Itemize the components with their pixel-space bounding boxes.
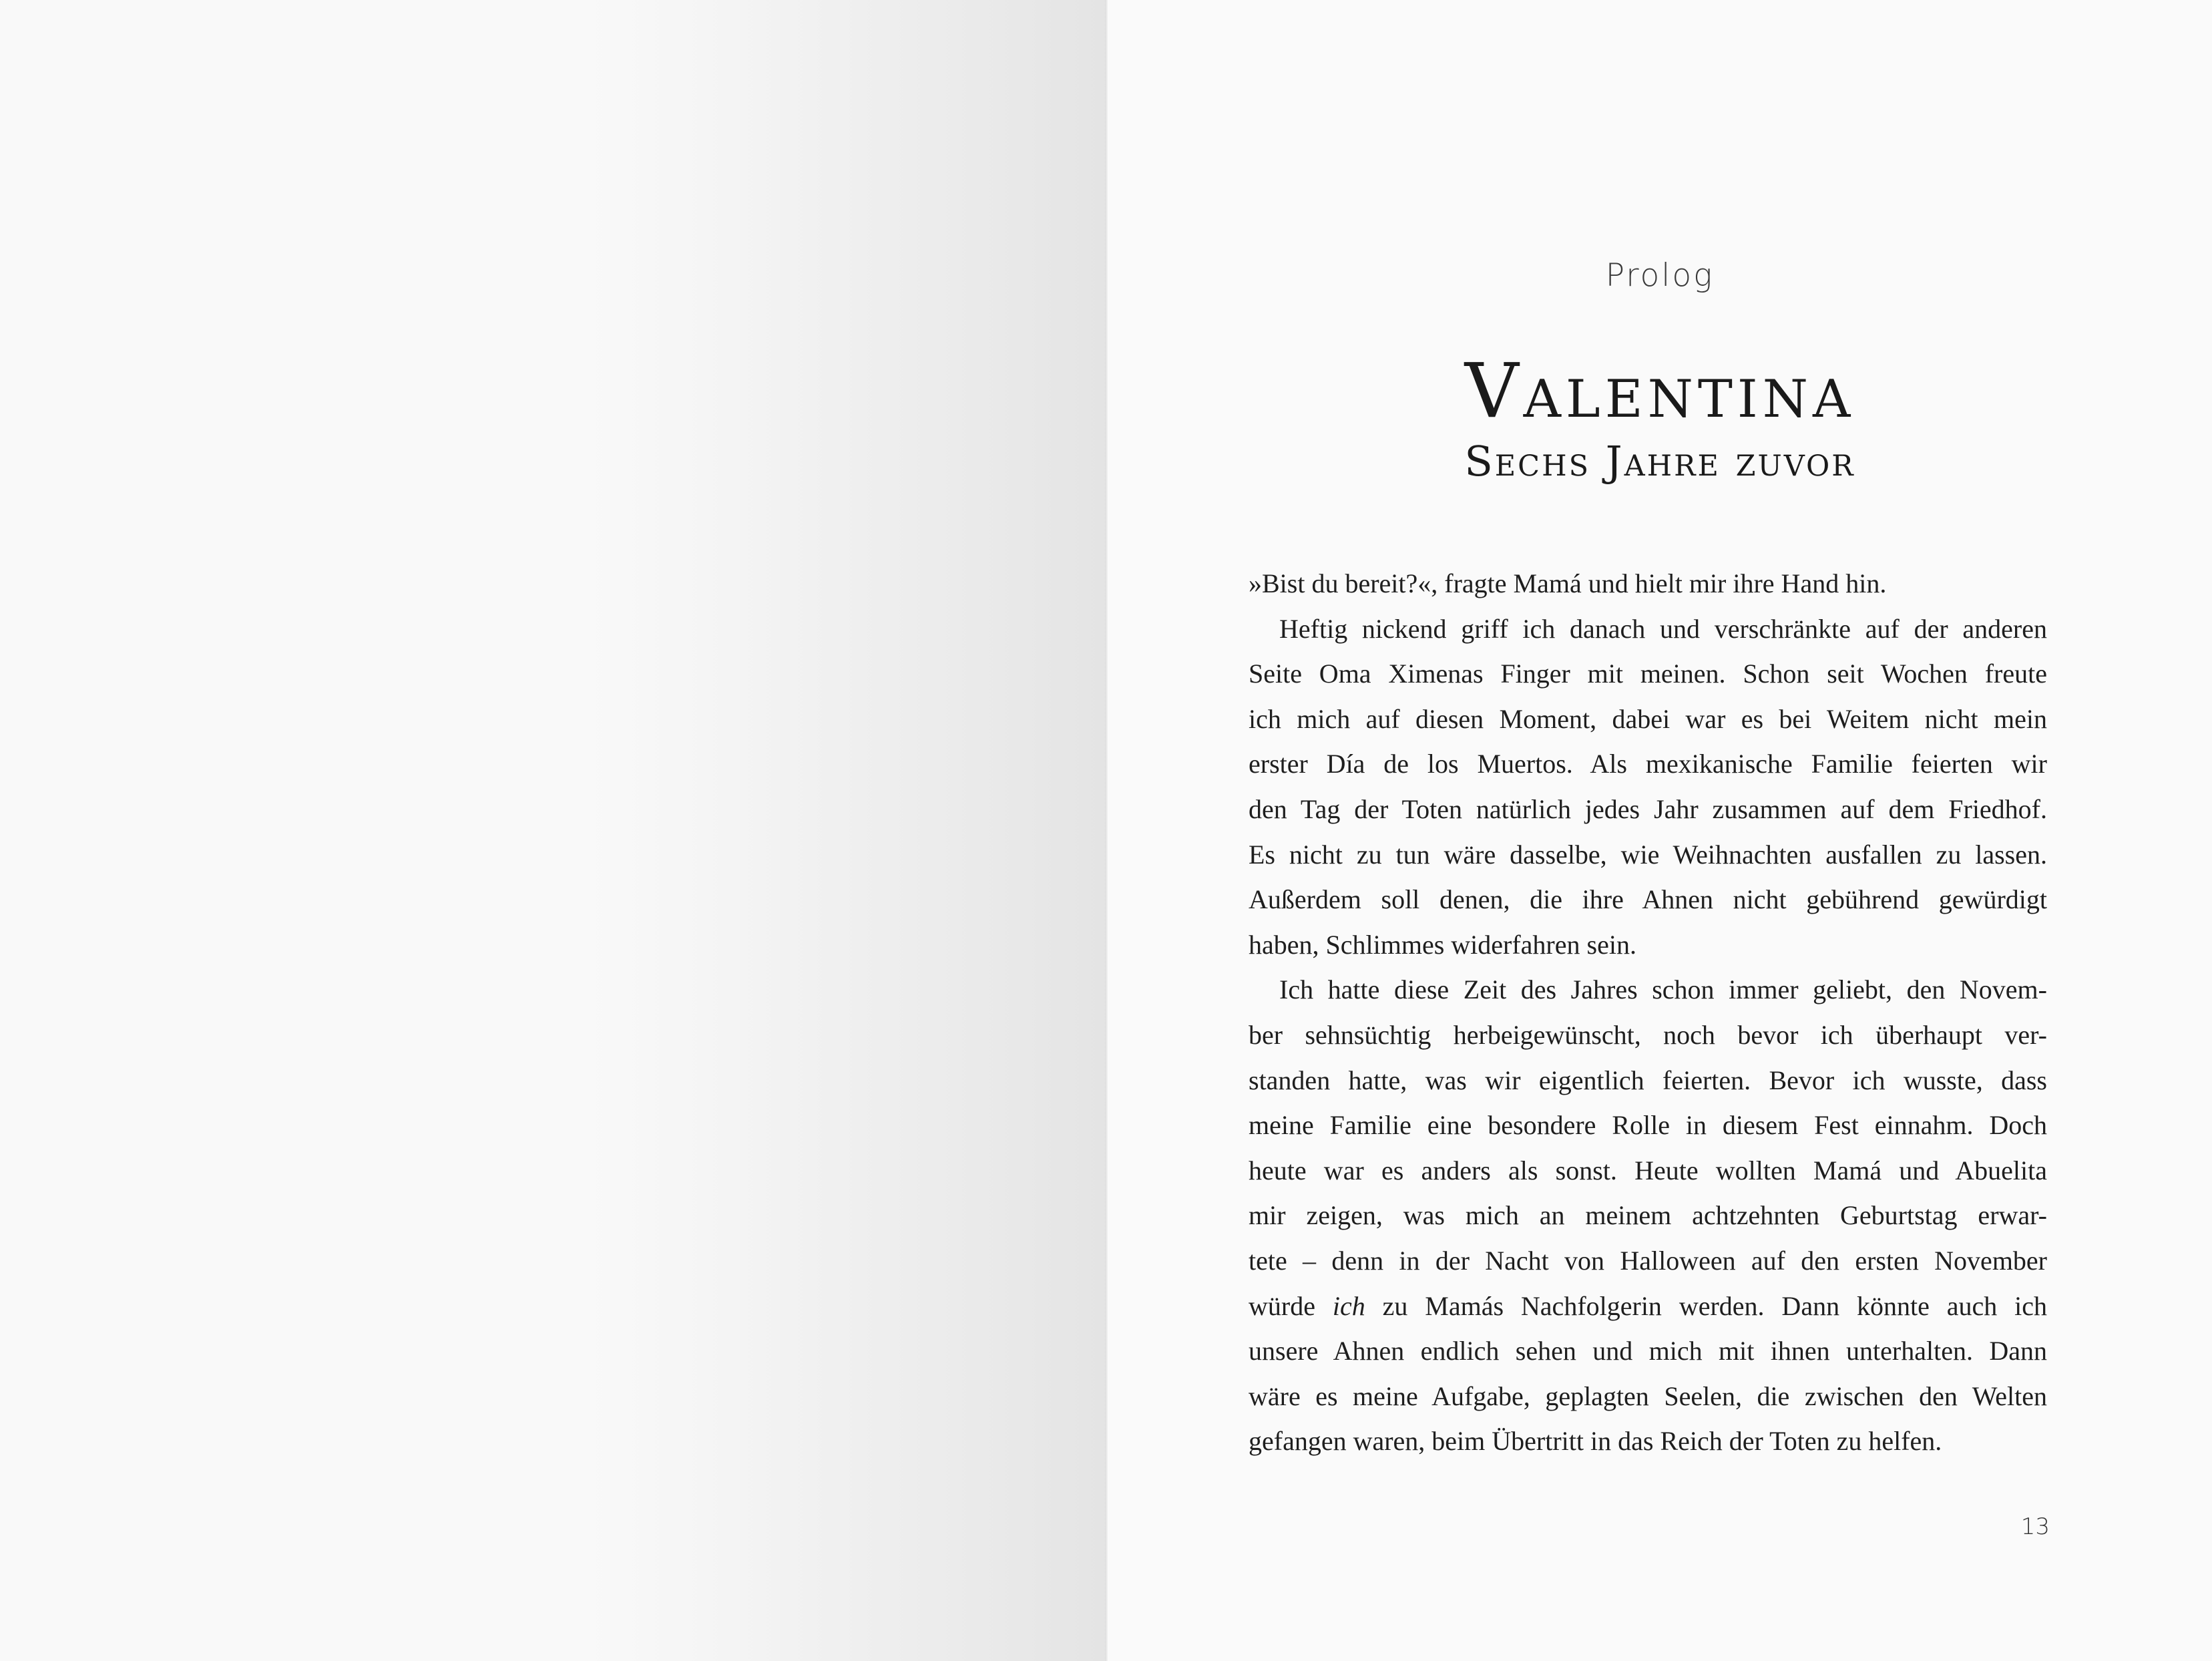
- page-number: 13: [2020, 1513, 2050, 1540]
- text-line: Außerdem soll denen, die ihre Ahnen nicht gebührend gewürdigt: [1249, 884, 2047, 915]
- text-line-with-italic: [1249, 1284, 2047, 1329]
- text-line: Heftig nickend griff ich danach und verschränkte auf der anderen: [1279, 613, 2047, 644]
- chapter-subtitle: Sechs Jahre zuvor: [1464, 437, 1855, 486]
- body-text: [1249, 561, 2047, 1464]
- text-line: gefangen waren, beim Übertritt in das Reich der Toten zu helfen.: [1249, 1426, 1942, 1457]
- right-page: [1108, 0, 2212, 1661]
- text-line: Ich hatte diese Zeit des Jahres schon immer geliebt, den Novem-: [1279, 974, 2047, 1005]
- text-line: heute war es anders als sonst. Heute wollten Mamá und Abuelita: [1249, 1155, 2047, 1185]
- text-line: mir zeigen, was mich an meinem achtzehnten Geburtstag erwar-: [1249, 1200, 2047, 1231]
- text-line: Es nicht zu tun wäre dasselbe, wie Weihnachten ausfallen zu lassen.: [1249, 839, 2047, 870]
- text-line: wäre es meine Aufgabe, geplagten Seelen, die zwischen den Welten: [1249, 1380, 2047, 1411]
- text-line: standen hatte, was wir eigentlich feierten. Bevor ich wusste, dass: [1249, 1065, 2047, 1095]
- text-segment: zu Mamás Nachfolgerin werden. Dann könnte auch ich: [1365, 1290, 2047, 1321]
- text-line: Seite Oma Ximenas Finger mit meinen. Schon seit Wochen freute: [1249, 659, 2047, 689]
- text-line: tete – denn in der Nacht von Halloween auf den ersten November: [1249, 1245, 2047, 1276]
- text-line: erster Día de los Muertos. Als mexikanische Familie feierten wir: [1249, 749, 2047, 779]
- text-line: »Bist du bereit?«, fragte Mamá und hielt mir ihre Hand hin.: [1249, 568, 1887, 598]
- text-line: haben, Schlimmes widerfahren sein.: [1249, 929, 1636, 960]
- chapter-title: Valentina: [1464, 348, 1855, 435]
- text-line: ich mich auf diesen Moment, dabei war es bei Weitem nicht mein: [1249, 703, 2047, 734]
- italic-word: ich: [1332, 1290, 1365, 1321]
- text-line: meine Familie eine besondere Rolle in diesem Fest einnahm. Doch: [1249, 1110, 2047, 1141]
- chapter-label: Prolog: [1605, 257, 1715, 294]
- text-line: den Tag der Toten natürlich jedes Jahr zusammen auf dem Friedhof.: [1249, 793, 2047, 824]
- text-segment: würde: [1249, 1290, 1333, 1321]
- text-line: unsere Ahnen endlich sehen und mich mit ihnen unterhalten. Dann: [1249, 1336, 2047, 1366]
- text-line: ber sehnsüchtig herbeigewünscht, noch bevor ich überhaupt ver-: [1249, 1019, 2047, 1050]
